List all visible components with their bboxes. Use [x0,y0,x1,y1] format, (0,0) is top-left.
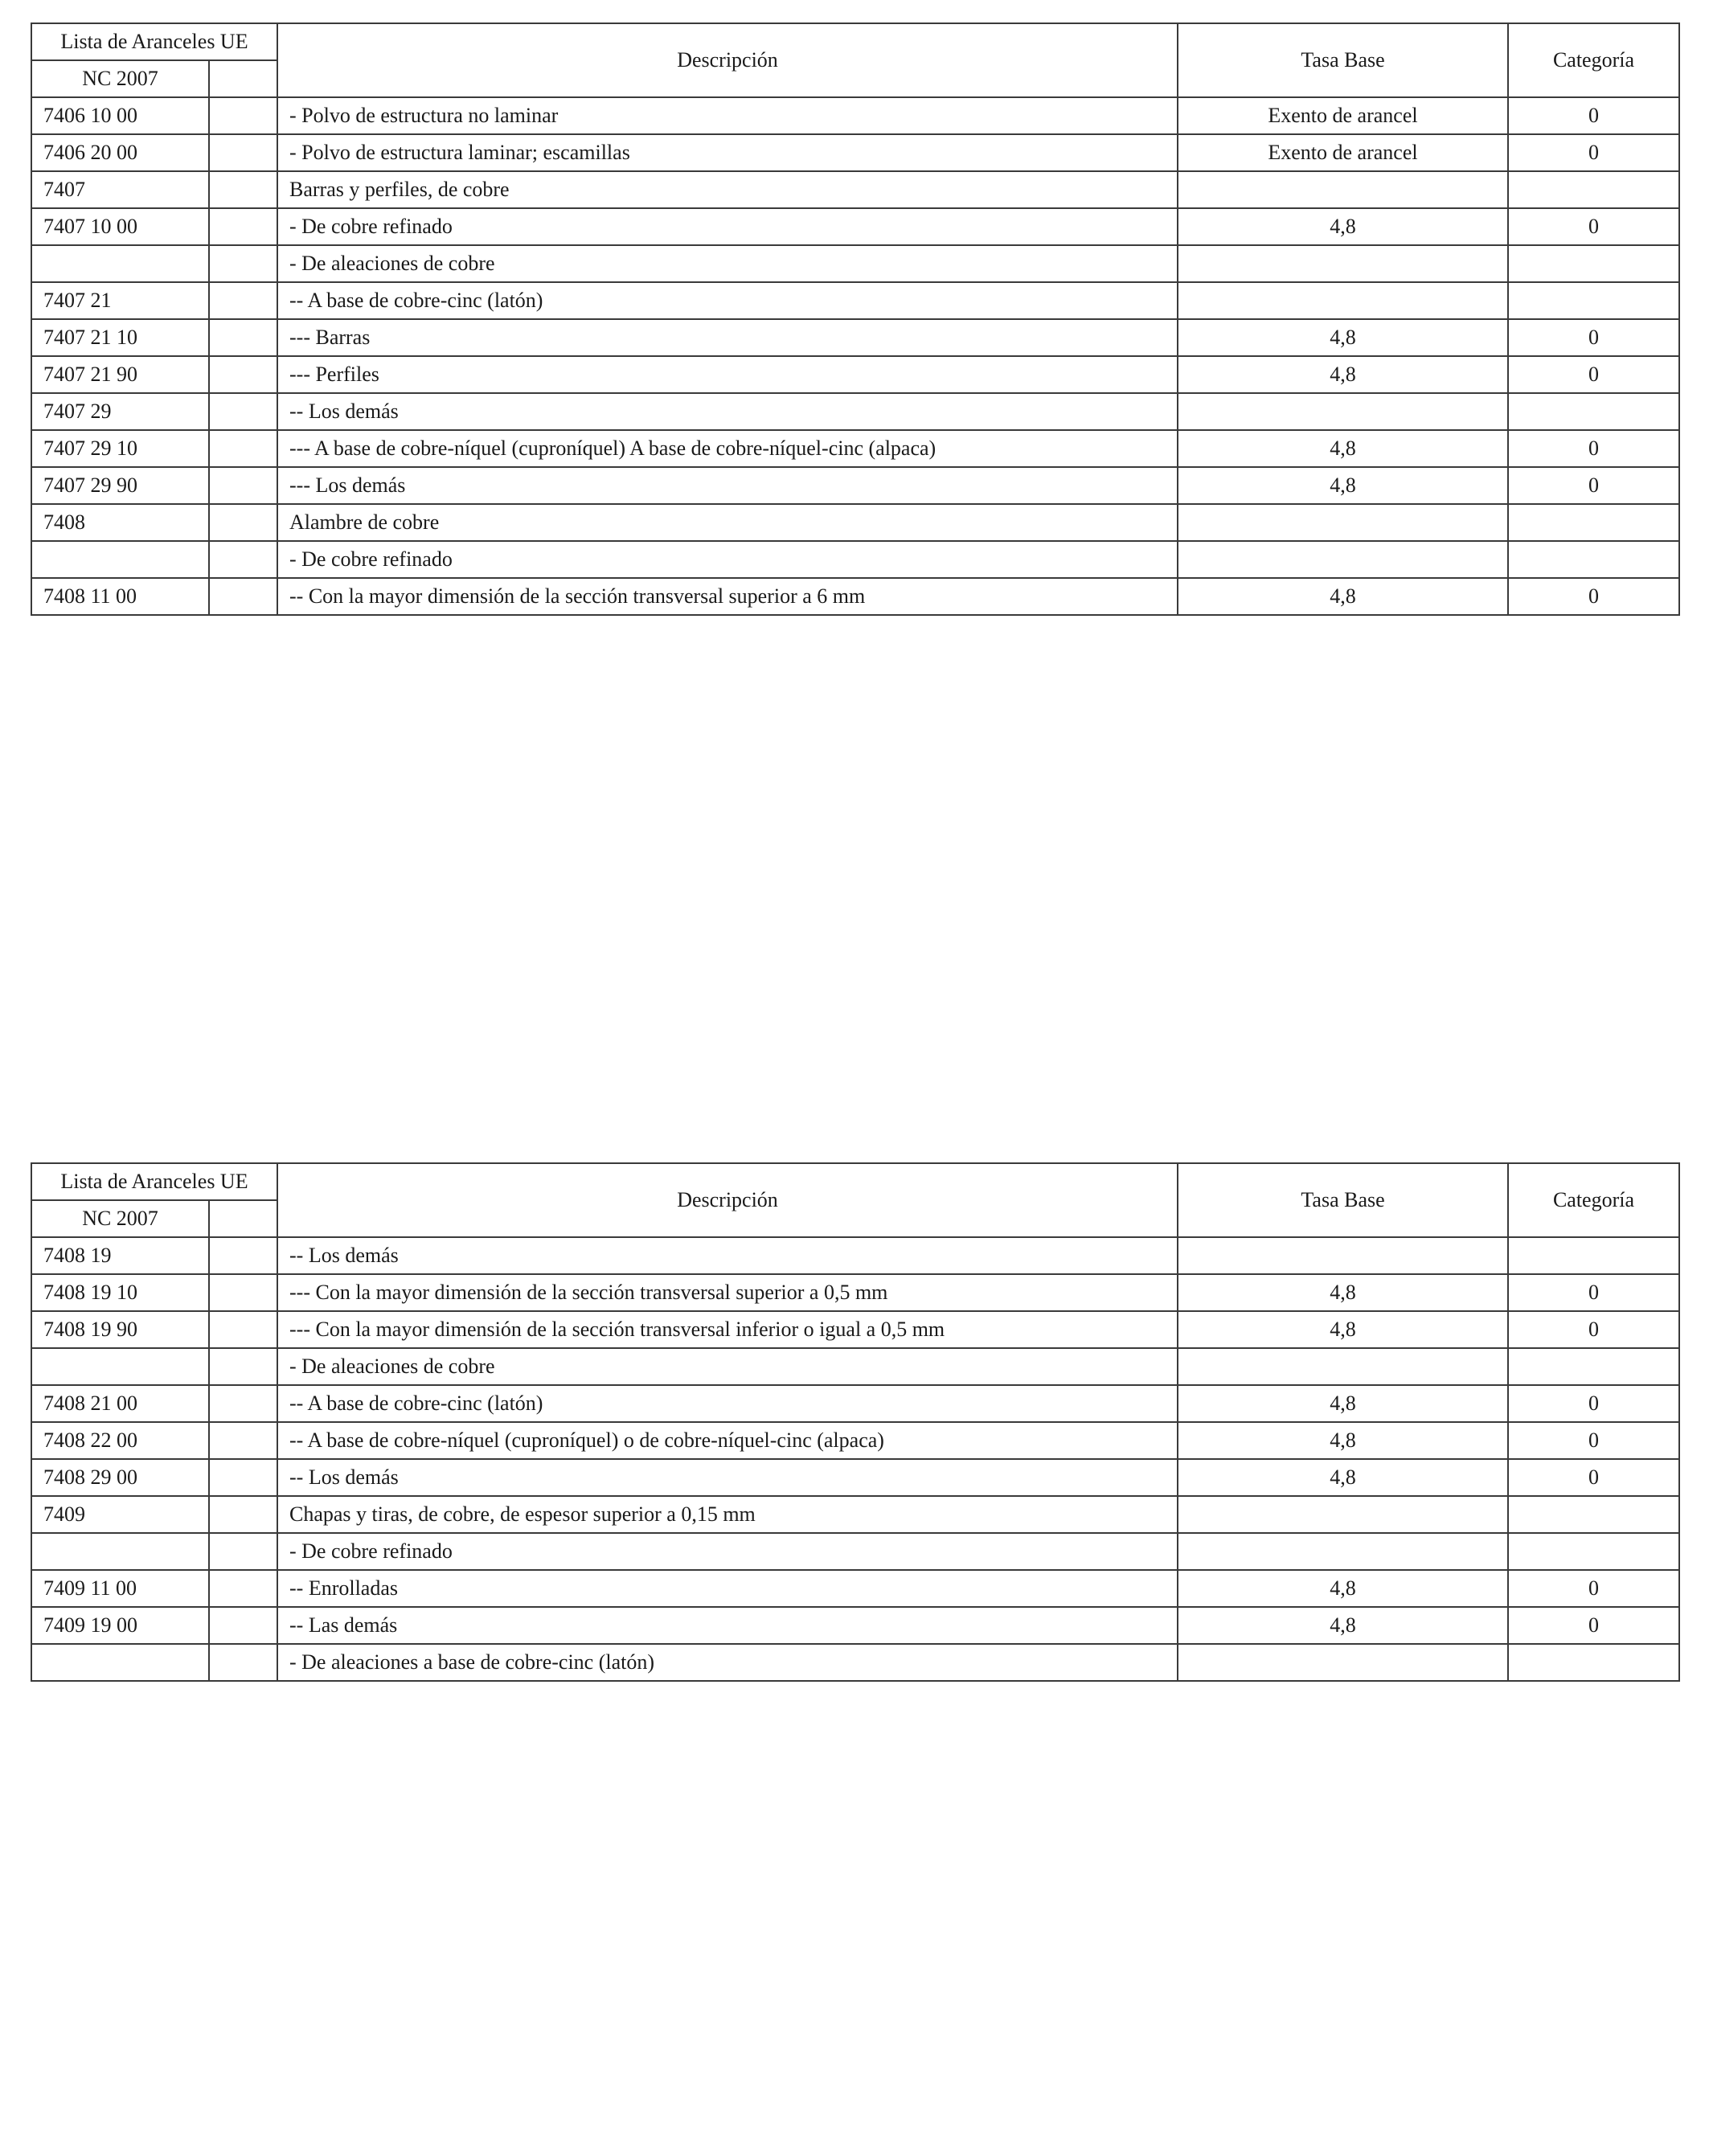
header-blank [209,1200,277,1237]
row-category [1508,541,1679,578]
row-subcode [209,208,277,245]
row-rate: 4,8 [1178,208,1508,245]
row-category: 0 [1508,467,1679,504]
row-description: --- Barras [277,319,1178,356]
row-category: 0 [1508,356,1679,393]
header-category: Categoría [1508,23,1679,97]
row-code: 7408 22 00 [31,1422,209,1459]
row-rate [1178,282,1508,319]
header-description: Descripción [277,23,1178,97]
row-subcode [209,1237,277,1274]
table-row [31,319,1679,356]
row-category [1508,171,1679,208]
table-row [31,430,1679,467]
row-category: 0 [1508,1459,1679,1496]
row-rate: 4,8 [1178,1311,1508,1348]
row-subcode [209,97,277,134]
row-subcode [209,171,277,208]
row-subcode [209,504,277,541]
row-code: 7407 29 10 [31,430,209,467]
row-code: 7409 11 00 [31,1570,209,1607]
row-subcode [209,245,277,282]
row-subcode [209,1496,277,1533]
row-rate [1178,1237,1508,1274]
row-category [1508,282,1679,319]
row-rate: 4,8 [1178,1607,1508,1644]
row-subcode [209,1385,277,1422]
table-row [31,356,1679,393]
row-description: -- Los demás [277,1459,1178,1496]
row-rate [1178,1496,1508,1533]
row-category: 0 [1508,1311,1679,1348]
row-rate: Exento de arancel [1178,134,1508,171]
row-subcode [209,1311,277,1348]
row-description: -- A base de cobre-níquel (cuproníquel) o de cobre-níquel-cinc (alpaca) [277,1422,1178,1459]
row-rate: 4,8 [1178,319,1508,356]
header-list: Lista de Aranceles UE [31,23,277,60]
row-code: 7407 21 10 [31,319,209,356]
row-subcode [209,1459,277,1496]
row-description: Chapas y tiras, de cobre, de espesor superior a 0,15 mm [277,1496,1178,1533]
table-row [31,1385,1679,1422]
row-rate: Exento de arancel [1178,97,1508,134]
table-row [31,1570,1679,1607]
table-row [31,1237,1679,1274]
row-description: -- A base de cobre-cinc (latón) [277,282,1178,319]
row-code: 7408 19 90 [31,1311,209,1348]
row-code [31,1533,209,1570]
row-code: 7407 [31,171,209,208]
row-code: 7407 21 [31,282,209,319]
row-category: 0 [1508,1274,1679,1311]
row-category: 0 [1508,430,1679,467]
row-description: --- Con la mayor dimensión de la sección transversal superior a 0,5 mm [277,1274,1178,1311]
row-rate [1178,171,1508,208]
table-row [31,134,1679,171]
row-rate: 4,8 [1178,1459,1508,1496]
row-description: -- Los demás [277,393,1178,430]
row-category [1508,1533,1679,1570]
row-category [1508,393,1679,430]
row-category [1508,1644,1679,1681]
row-description: --- Perfiles [277,356,1178,393]
row-description: - Polvo de estructura no laminar [277,97,1178,134]
row-rate [1178,1644,1508,1681]
row-category [1508,504,1679,541]
row-code [31,1348,209,1385]
row-code: 7408 19 10 [31,1274,209,1311]
row-code: 7409 [31,1496,209,1533]
row-description: --- Los demás [277,467,1178,504]
row-description: - De cobre refinado [277,1533,1178,1570]
row-subcode [209,1570,277,1607]
row-code [31,245,209,282]
row-subcode [209,1422,277,1459]
row-code: 7406 20 00 [31,134,209,171]
row-code: 7407 29 90 [31,467,209,504]
row-rate [1178,504,1508,541]
row-subcode [209,393,277,430]
table-row [31,1459,1679,1496]
table-row [31,208,1679,245]
row-subcode [209,1644,277,1681]
header-rate: Tasa Base [1178,1163,1508,1237]
row-subcode [209,430,277,467]
header-nc: NC 2007 [31,60,209,97]
row-subcode [209,578,277,615]
row-category: 0 [1508,1422,1679,1459]
row-category: 0 [1508,319,1679,356]
header-description: Descripción [277,1163,1178,1237]
header-nc: NC 2007 [31,1200,209,1237]
row-code [31,541,209,578]
row-subcode [209,541,277,578]
row-subcode [209,1274,277,1311]
header-rate: Tasa Base [1178,23,1508,97]
table-row [31,1607,1679,1644]
header-list: Lista de Aranceles UE [31,1163,277,1200]
table-row [31,97,1679,134]
table-row [31,171,1679,208]
row-category [1508,1348,1679,1385]
row-description: - De aleaciones de cobre [277,245,1178,282]
table-row [31,578,1679,615]
row-code: 7406 10 00 [31,97,209,134]
row-subcode [209,1533,277,1570]
row-description: Alambre de cobre [277,504,1178,541]
row-subcode [209,356,277,393]
table-row [31,504,1679,541]
row-code [31,1644,209,1681]
row-subcode [209,282,277,319]
row-rate: 4,8 [1178,1274,1508,1311]
table-row [31,393,1679,430]
table-row [31,1644,1679,1681]
row-code: 7408 29 00 [31,1459,209,1496]
row-rate: 4,8 [1178,356,1508,393]
row-category: 0 [1508,134,1679,171]
row-subcode [209,467,277,504]
row-code: 7407 29 [31,393,209,430]
row-category: 0 [1508,208,1679,245]
row-category [1508,1496,1679,1533]
row-description: - De cobre refinado [277,541,1178,578]
row-subcode [209,1348,277,1385]
table-row [31,1496,1679,1533]
row-category: 0 [1508,1385,1679,1422]
table-row [31,1274,1679,1311]
row-subcode [209,134,277,171]
row-rate: 4,8 [1178,430,1508,467]
table-row [31,1348,1679,1385]
row-rate: 4,8 [1178,467,1508,504]
row-description: - De aleaciones de cobre [277,1348,1178,1385]
row-description: - Polvo de estructura laminar; escamillas [277,134,1178,171]
row-code: 7409 19 00 [31,1607,209,1644]
row-description: Barras y perfiles, de cobre [277,171,1178,208]
header-blank [209,60,277,97]
row-subcode [209,319,277,356]
table-row [31,1533,1679,1570]
row-description: -- Con la mayor dimensión de la sección transversal superior a 6 mm [277,578,1178,615]
table-row [31,1422,1679,1459]
row-description: --- A base de cobre-níquel (cuproníquel) A base de cobre-níquel-cinc (alpaca) [277,430,1178,467]
row-description: -- Los demás [277,1237,1178,1274]
row-category [1508,245,1679,282]
row-category: 0 [1508,97,1679,134]
table-row [31,467,1679,504]
row-category: 0 [1508,1570,1679,1607]
row-rate: 4,8 [1178,578,1508,615]
row-description: - De cobre refinado [277,208,1178,245]
tariff-table [31,23,1680,616]
table-row [31,282,1679,319]
row-category: 0 [1508,578,1679,615]
row-subcode [209,1607,277,1644]
row-rate [1178,245,1508,282]
row-rate: 4,8 [1178,1570,1508,1607]
table-row [31,245,1679,282]
row-code: 7408 19 [31,1237,209,1274]
row-rate [1178,541,1508,578]
row-category: 0 [1508,1607,1679,1644]
row-rate: 4,8 [1178,1385,1508,1422]
row-rate [1178,393,1508,430]
row-code: 7407 21 90 [31,356,209,393]
row-code: 7408 [31,504,209,541]
row-description: -- A base de cobre-cinc (latón) [277,1385,1178,1422]
row-description: -- Enrolladas [277,1570,1178,1607]
row-description: --- Con la mayor dimensión de la sección transversal inferior o igual a 0,5 mm [277,1311,1178,1348]
row-description: -- Las demás [277,1607,1178,1644]
row-rate [1178,1348,1508,1385]
table-row [31,1311,1679,1348]
row-code: 7408 11 00 [31,578,209,615]
row-rate: 4,8 [1178,1422,1508,1459]
row-code: 7408 21 00 [31,1385,209,1422]
row-code: 7407 10 00 [31,208,209,245]
row-description: - De aleaciones a base de cobre-cinc (latón) [277,1644,1178,1681]
header-category: Categoría [1508,1163,1679,1237]
tariff-table [31,1162,1680,1682]
row-rate [1178,1533,1508,1570]
row-category [1508,1237,1679,1274]
table-row [31,541,1679,578]
